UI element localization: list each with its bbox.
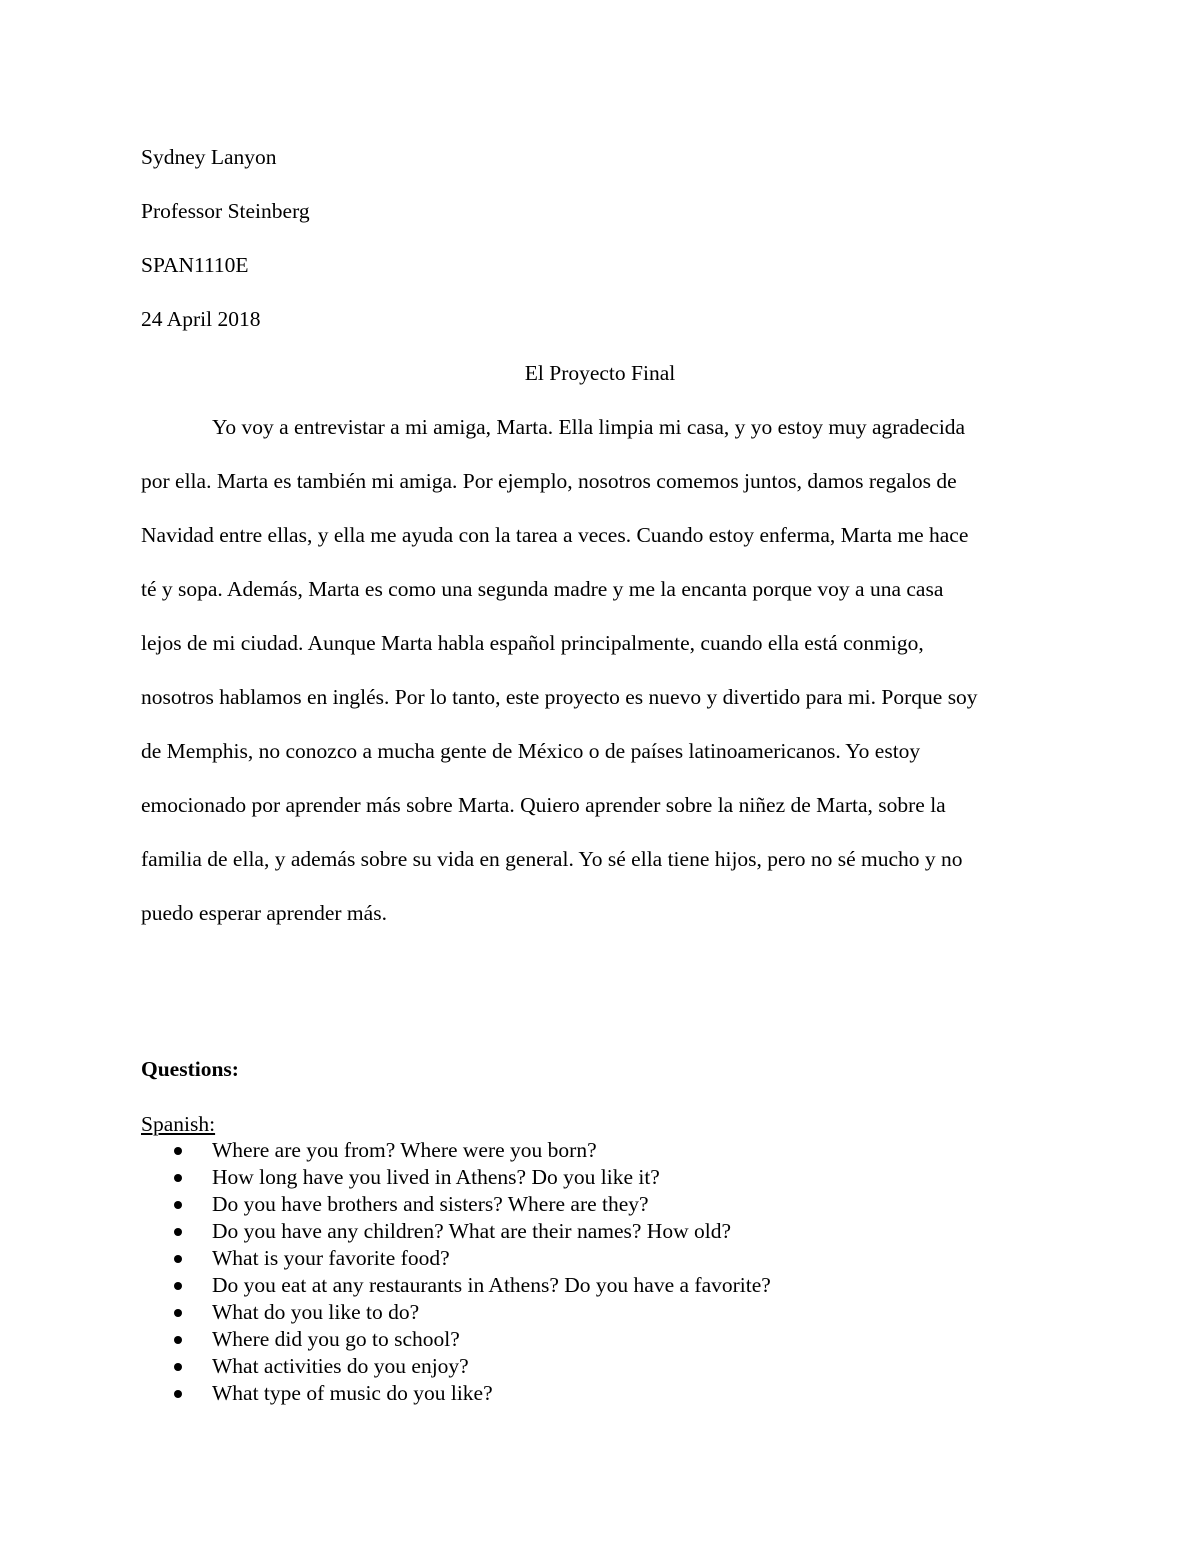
question-text: Do you have brothers and sisters? Where are they? [212,1192,649,1216]
paragraph-line: lejos de mi ciudad. Aunque Marta habla español principalmente, cuando ella está conmigo, [141,631,924,655]
question-text: What is your favorite food? [212,1246,450,1270]
questions-heading: Questions: [141,1057,239,1081]
bullet-icon [174,1390,182,1398]
paragraph-line: familia de ella, y además sobre su vida en general. Yo sé ella tiene hijos, pero no sé mucho y no [141,847,963,871]
paragraph-line: emocionado por aprender más sobre Marta. Quiero aprender sobre la niñez de Marta, sobre la [141,793,946,817]
bullet-icon [174,1147,182,1155]
paragraph-line: de Memphis, no conozco a mucha gente de México o de países latinoamericanos. Yo estoy [141,739,921,763]
list-item [0,1164,1200,1191]
course-code: SPAN1110E [141,253,249,277]
question-text: What activities do you enjoy? [212,1354,469,1378]
paragraph-line: por ella. Marta es también mi amiga. Por ejemplo, nosotros comemos juntos, damos regalos de [141,469,957,493]
questions-list [0,1137,1200,1407]
list-item [0,1353,1200,1380]
bullet-icon [174,1228,182,1236]
paragraph-line: puedo esperar aprender más. [141,901,387,925]
list-item [0,1380,1200,1407]
document-title: El Proyecto Final [524,361,676,385]
question-text: Do you have any children? What are their names? How old? [212,1219,731,1243]
list-item [0,1326,1200,1353]
question-text: What type of music do you like? [212,1381,493,1405]
question-text: Do you eat at any restaurants in Athens? Do you have a favorite? [212,1273,771,1297]
bullet-icon [174,1336,182,1344]
spanish-subheading: Spanish: [141,1112,216,1136]
bullet-icon [174,1201,182,1209]
list-item [0,1272,1200,1299]
list-item [0,1191,1200,1218]
bullet-icon [174,1309,182,1317]
bullet-icon [174,1255,182,1263]
bullet-icon [174,1174,182,1182]
question-text: Where are you from? Where were you born? [212,1138,597,1162]
question-text: Where did you go to school? [212,1327,460,1351]
question-text: What do you like to do? [212,1300,420,1324]
list-item [0,1137,1200,1164]
student-name: Sydney Lanyon [141,145,277,169]
bullet-icon [174,1363,182,1371]
list-item [0,1218,1200,1245]
paragraph-line: Yo voy a entrevistar a mi amiga, Marta. Ella limpia mi casa, y yo estoy muy agradecida [212,415,966,439]
document-date: 24 April 2018 [141,307,261,331]
paragraph-line: té y sopa. Además, Marta es como una segunda madre y me la encanta porque voy a una casa [141,577,944,601]
question-text: How long have you lived in Athens? Do you like it? [212,1165,660,1189]
professor-name: Professor Steinberg [141,199,310,223]
paragraph-line: nosotros hablamos en inglés. Por lo tanto, este proyecto es nuevo y divertido para mi. Porque soy [141,685,978,709]
bullet-icon [174,1282,182,1290]
list-item [0,1245,1200,1272]
list-item [0,1299,1200,1326]
paragraph-line: Navidad entre ellas, y ella me ayuda con la tarea a veces. Cuando estoy enferma, Marta me hace [141,523,969,547]
